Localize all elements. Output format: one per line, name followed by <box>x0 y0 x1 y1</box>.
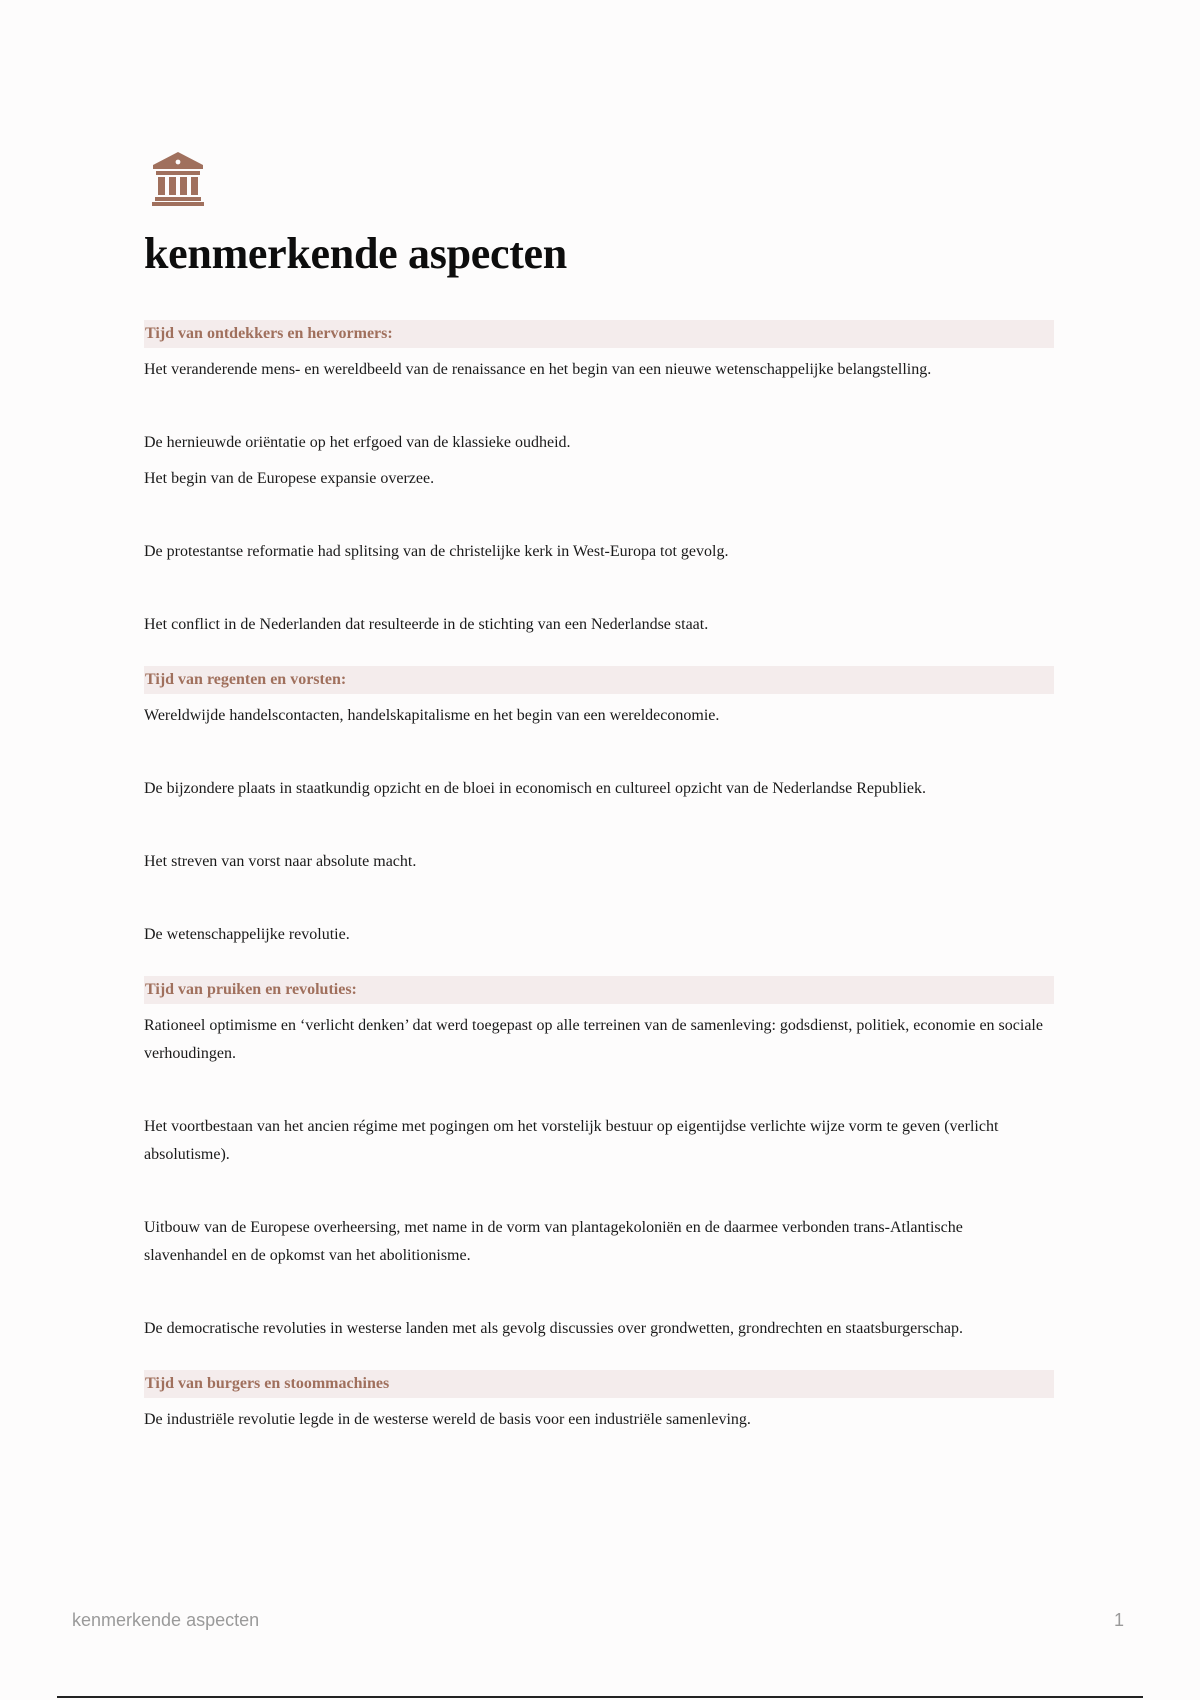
list-item: De hernieuwde oriëntatie op het erfgoed van de klassieke oudheid. <box>144 434 571 451</box>
list-item: Het streven van vorst naar absolute macht. <box>144 853 417 870</box>
section-heading: Tijd van pruiken en revoluties: <box>144 976 1054 1004</box>
section-heading: Tijd van ontdekkers en hervormers: <box>144 320 1054 348</box>
list-item: Uitbouw van de Europese overheersing, met name in de vorm van plantagekoloniën en de daarmee verbonden trans-Atlantische slavenhandel en de opkomst van het abolitionisme. <box>144 1219 963 1264</box>
list-item: Het voortbestaan van het ancien régime met pogingen om het vorstelijk bestuur op eigentijdse verlichte wijze vorm te geven (verlicht absolutisme). <box>144 1118 999 1163</box>
list-item: De industriële revolutie legde in de westerse wereld de basis voor een industriële samenleving. <box>144 1411 751 1428</box>
document-content <box>144 320 1054 1434</box>
section-heading: Tijd van regenten en vorsten: <box>144 666 1054 694</box>
page-number: 1 <box>1113 1610 1124 1630</box>
section-regenten <box>144 666 1054 949</box>
section-ontdekkers <box>144 320 1054 639</box>
list-item: Het begin van de Europese expansie overzee. <box>144 470 435 487</box>
section-heading: Tijd van burgers en stoommachines <box>144 1370 1054 1398</box>
footer-title: kenmerkende aspecten <box>72 1610 260 1630</box>
list-item: Het veranderende mens- en wereldbeeld van de renaissance en het begin van een nieuwe wetenschappelijke belangstelling. <box>144 361 932 378</box>
section-pruiken <box>144 976 1054 1343</box>
list-item: De bijzondere plaats in staatkundig opzicht en de bloei in economisch en cultureel opzicht van de Nederlandse Republiek. <box>144 780 926 797</box>
page-title: kenmerkende aspecten <box>144 229 567 278</box>
museum-icon <box>150 150 206 206</box>
footer-divider <box>57 1696 1143 1698</box>
list-item: Het conflict in de Nederlanden dat resulteerde in de stichting van een Nederlandse staat. <box>144 616 709 633</box>
list-item: Rationeel optimisme en ‘verlicht denken’ dat werd toegepast op alle terreinen van de samenleving: godsdienst, politiek, economie en sociale verhoudingen. <box>144 1017 1043 1062</box>
list-item: De wetenschappelijke revolutie. <box>144 926 350 943</box>
list-item: De democratische revoluties in westerse landen met als gevolg discussies over grondwetten, grondrechten en staatsburgerschap. <box>144 1320 963 1337</box>
section-burgers <box>144 1370 1054 1434</box>
list-item: De protestantse reformatie had splitsing van de christelijke kerk in West-Europa tot gevolg. <box>144 543 729 560</box>
list-item: Wereldwijde handelscontacten, handelskapitalisme en het begin van een wereldeconomie. <box>144 707 720 724</box>
